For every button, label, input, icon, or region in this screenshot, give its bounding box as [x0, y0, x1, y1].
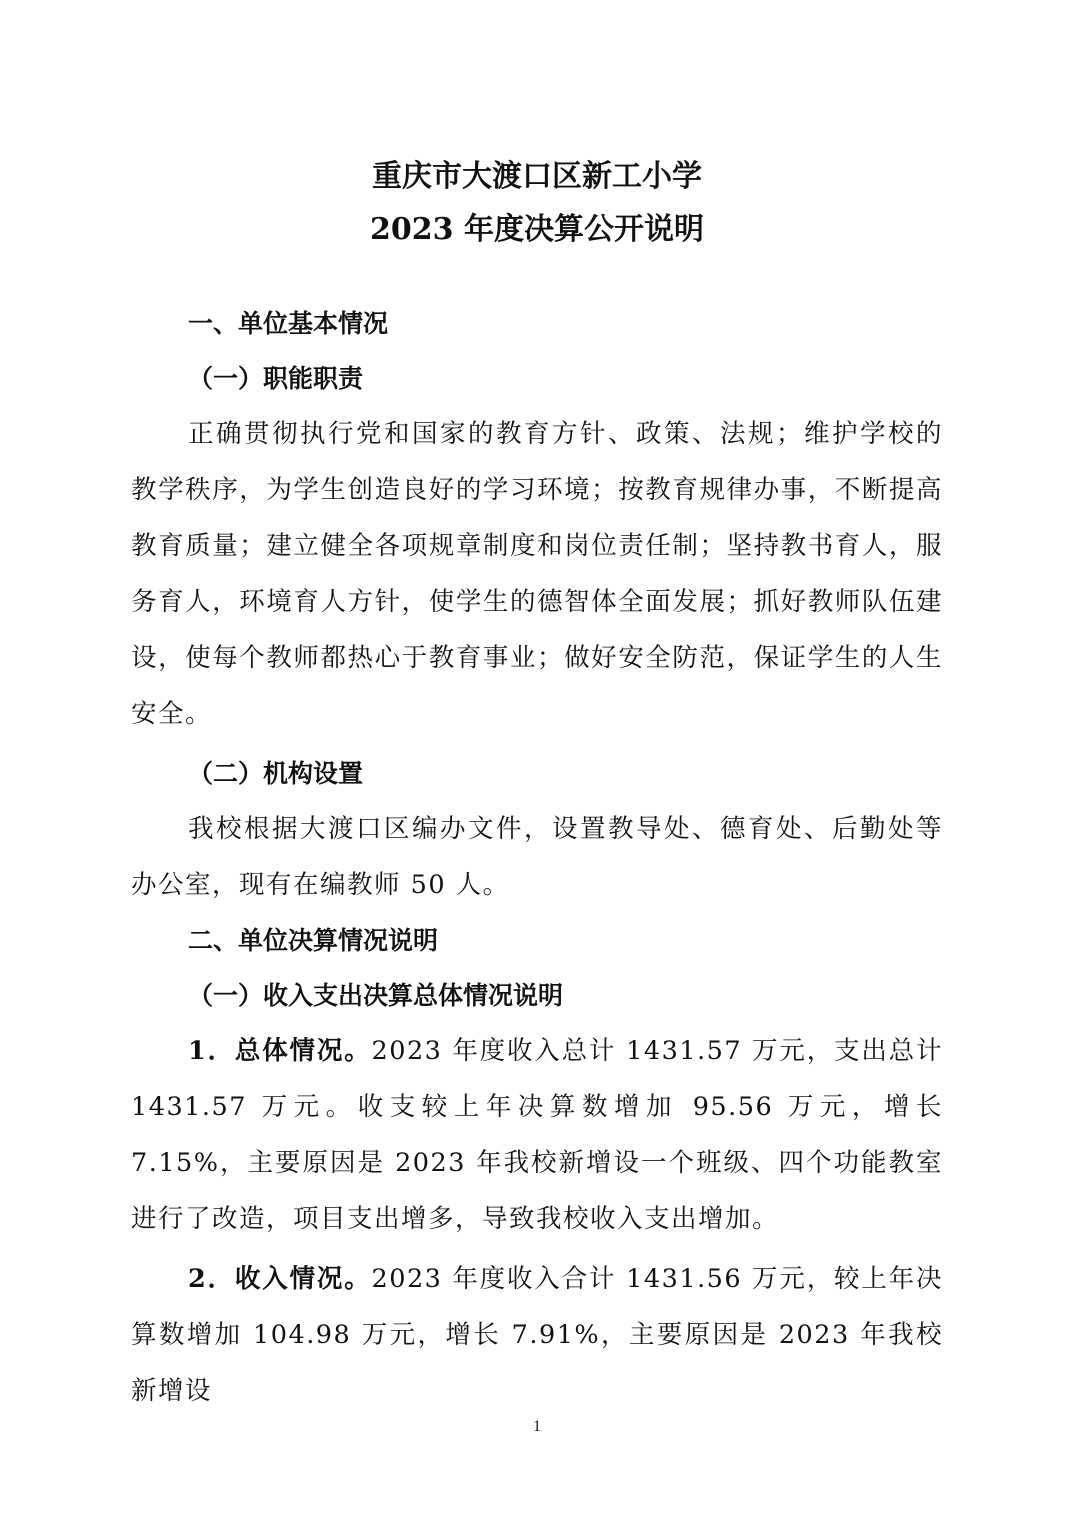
- paragraph-organization: 我校根据大渡口区编办文件，设置教导处、德育处、后勤处等办公室，现有在编教师 50 人。: [131, 814, 943, 900]
- section-heading-final-accounts: 二、单位决算情况说明: [188, 926, 439, 955]
- subsection-heading-organization: （二）机构设置: [188, 759, 364, 788]
- paragraph-overall-situation: [131, 1023, 943, 1247]
- item-2-lead: 2．收入情况。: [188, 1264, 372, 1294]
- item-1-lead: 1．总体情况。: [188, 1036, 372, 1066]
- paragraph-income-situation: [131, 1251, 943, 1419]
- item-2-text: 2023 年度收入合计 1431.56 万元，较上年决算数增加 104.98 万元，增长 7.91%，主要原因是 2023 年我校新增设: [131, 1264, 943, 1406]
- paragraph-functions: 正确贯彻执行党和国家的教育方针、政策、法规；维护学校的教学秩序，为学生创造良好的学习环境；按教育规律办事，不断提高教育质量；建立健全各项规章制度和岗位责任制；坚持教书育人，服务育人，环境育人方针，使学生的德智体全面发展；抓好教师队伍建设，使每个教师都热心于教育事业；做好安全防范，保证学生的人生安全。: [131, 419, 943, 729]
- document-title-line-2: 2023 年度决算公开说明: [370, 212, 704, 247]
- item-1-text: 2023 年度收入总计 1431.57 万元，支出总计 1431.57 万元。收支较上年决算数增加 95.56 万元，增长 7.15%，主要原因是 2023 年我校新增设一个班级、四个功能教室进行了改造，项目支出增多，导致我校收入支出增加。: [131, 1036, 943, 1234]
- document-title-line-1: 重庆市大渡口区新工小学: [372, 159, 702, 194]
- section-heading-unit-basics: 一、单位基本情况: [188, 309, 389, 338]
- subsection-heading-overall: （一）收入支出决算总体情况说明: [188, 981, 564, 1010]
- subsection-heading-functions: （一）职能职责: [188, 364, 364, 393]
- page-number: 1: [533, 1418, 541, 1435]
